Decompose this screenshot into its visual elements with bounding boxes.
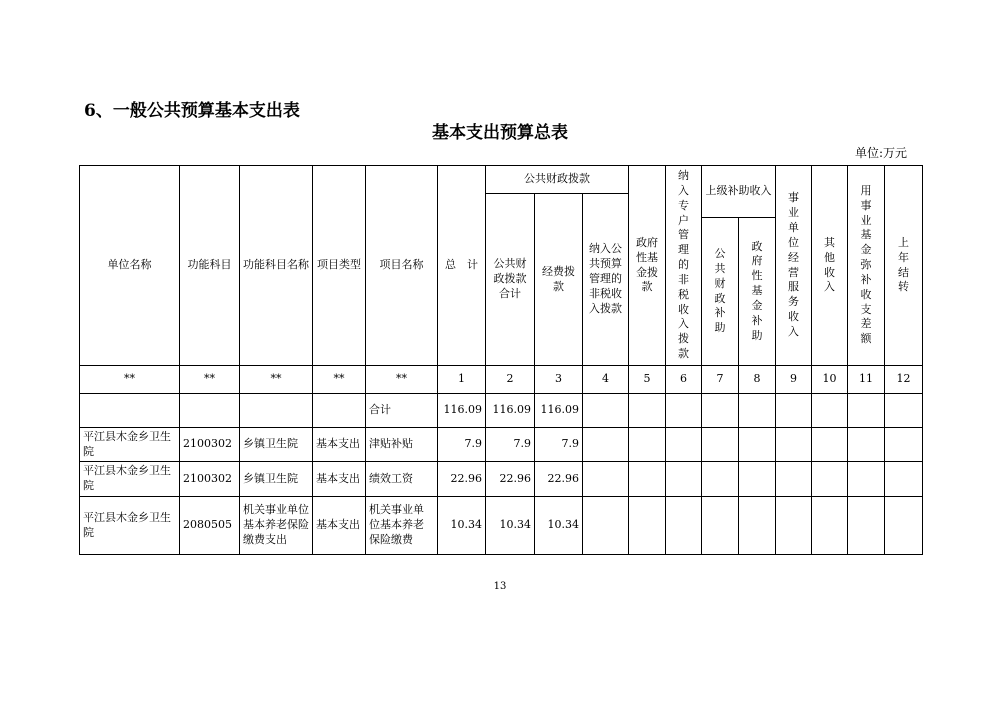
cell-func-name: [240, 394, 313, 428]
cell-funding: 22.96: [535, 462, 583, 497]
cell-func-name: 乡镇卫生院: [240, 462, 313, 497]
cell-func-code: 2080505: [180, 497, 240, 555]
header-func-name: 功能科目名称: [240, 166, 313, 366]
unit-label: 单位:万元: [854, 146, 907, 160]
index-cell: 5: [629, 366, 666, 394]
cell-func-name: 机关事业单位基本养老保险缴费支出: [240, 497, 313, 555]
header-public-fiscal-total: 公共财政拨款合计: [486, 194, 535, 366]
cell-proj-name: 合计: [366, 394, 438, 428]
index-cell: 3: [535, 366, 583, 394]
cell-public-total: 22.96: [486, 462, 535, 497]
cell-total: 116.09: [438, 394, 486, 428]
cell-proj-type: 基本支出: [313, 497, 366, 555]
cell-func-code: 2100302: [180, 462, 240, 497]
cell-funding: 7.9: [535, 428, 583, 462]
header-total: 总 计: [438, 166, 486, 366]
index-cell: **: [313, 366, 366, 394]
header-carryover: 上年结转: [885, 166, 923, 366]
cell-funding: 116.09: [535, 394, 583, 428]
header-funding: 经费拨款: [535, 194, 583, 366]
header-other-income: 其他收入: [812, 166, 848, 366]
index-cell: 11: [848, 366, 885, 394]
section-title: 6、一般公共预算基本支出表: [84, 101, 300, 121]
index-cell: **: [240, 366, 313, 394]
table-row: [80, 428, 923, 462]
cell-proj-type: 基本支出: [313, 462, 366, 497]
cell-proj-name: 绩效工资: [366, 462, 438, 497]
index-cell: 6: [666, 366, 702, 394]
table-title: 基本支出预算总表: [432, 123, 568, 143]
index-cell: 8: [739, 366, 776, 394]
table-row: [80, 497, 923, 555]
index-cell: 1: [438, 366, 486, 394]
table-row: [80, 462, 923, 497]
header-superior-subsidy: 上级补助收入: [702, 166, 776, 218]
header-func-code: 功能科目: [180, 166, 240, 366]
cell-total: 10.34: [438, 497, 486, 555]
cell-unit: 平江县木金乡卫生院: [80, 428, 180, 462]
index-cell: **: [366, 366, 438, 394]
cell-unit: [80, 394, 180, 428]
header-business-income: 事业单位经营服务收入: [776, 166, 812, 366]
index-cell: 2: [486, 366, 535, 394]
header-gov-fund: 政府性基金拨款: [629, 166, 666, 366]
cell-public-total: 10.34: [486, 497, 535, 555]
index-cell: 10: [812, 366, 848, 394]
index-cell: 4: [583, 366, 629, 394]
cell-proj-name: 机关事业单位基本养老保险缴费: [366, 497, 438, 555]
cell-total: 22.96: [438, 462, 486, 497]
header-unit-name: 单位名称: [80, 166, 180, 366]
table-row: [80, 394, 923, 428]
cell-func-code: 2100302: [180, 428, 240, 462]
cell-unit: 平江县木金乡卫生院: [80, 497, 180, 555]
cell-proj-name: 津贴补贴: [366, 428, 438, 462]
header-proj-type: 项目类型: [313, 166, 366, 366]
cell-public-total: 7.9: [486, 428, 535, 462]
cell-unit: 平江县木金乡卫生院: [80, 462, 180, 497]
index-cell: 12: [885, 366, 923, 394]
index-cell: **: [180, 366, 240, 394]
header-public-fiscal: 公共财政拨款: [486, 166, 629, 194]
cell-func-name: 乡镇卫生院: [240, 428, 313, 462]
header-proj-name: 项目名称: [366, 166, 438, 366]
cell-funding: 10.34: [535, 497, 583, 555]
cell-func-code: [180, 394, 240, 428]
cell-total: 7.9: [438, 428, 486, 462]
cell-proj-type: 基本支出: [313, 428, 366, 462]
index-cell: **: [80, 366, 180, 394]
header-nontax-special: 纳入专户管理的非税收入拨款: [666, 166, 702, 366]
header-fund-makeup: 用事业基金弥补收支差额: [848, 166, 885, 366]
index-cell: 7: [702, 366, 739, 394]
header-gov-fund-subsidy: 政府性基金补助: [739, 218, 776, 366]
header-public-fiscal-subsidy: 公共财政补助: [702, 218, 739, 366]
page-number: 13: [493, 581, 507, 592]
header-nontax-budget: 纳入公共预算管理的非税收入拨款: [583, 194, 629, 366]
index-cell: 9: [776, 366, 812, 394]
budget-table: [79, 165, 923, 555]
index-row: [80, 366, 923, 394]
cell-proj-type: [313, 394, 366, 428]
cell-public-total: 116.09: [486, 394, 535, 428]
